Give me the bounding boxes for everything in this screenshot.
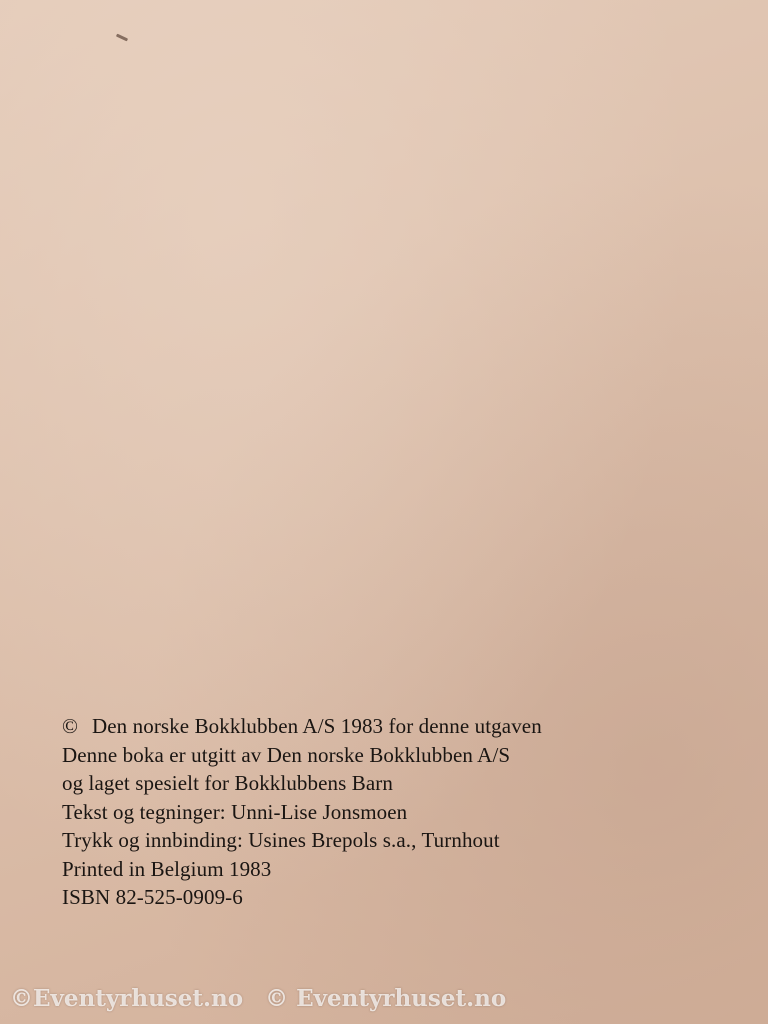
colophon-copyright-line xyxy=(62,712,682,741)
colophon-printer-line: Trykk og innbinding: Usines Brepols s.a., Turnhout xyxy=(62,828,500,852)
paper-speck-mark xyxy=(116,34,128,42)
colophon-bookclub-line: og laget spesielt for Bokklubbens Barn xyxy=(62,771,393,795)
colophon-isbn-line: ISBN 82-525-0909-6 xyxy=(62,885,243,909)
watermark-text-first: ©Eventyrhuset.no xyxy=(10,984,244,1012)
copyright-text: Den norske Bokklubben A/S 1983 for denne utgaven xyxy=(92,714,542,738)
colophon-publisher-line: Denne boka er utgitt av Den norske Bokklubben A/S xyxy=(62,742,511,767)
colophon-printed-in-line: Printed in Belgium 1983 xyxy=(62,856,272,881)
colophon-block xyxy=(62,712,682,912)
watermark-text-second: © Eventyrhuset.no xyxy=(265,984,507,1012)
colophon-author-line: Tekst og tegninger: Unni-Lise Jonsmoen xyxy=(62,799,408,824)
copyright-symbol: © xyxy=(62,714,79,738)
watermark-strip xyxy=(10,980,750,1016)
